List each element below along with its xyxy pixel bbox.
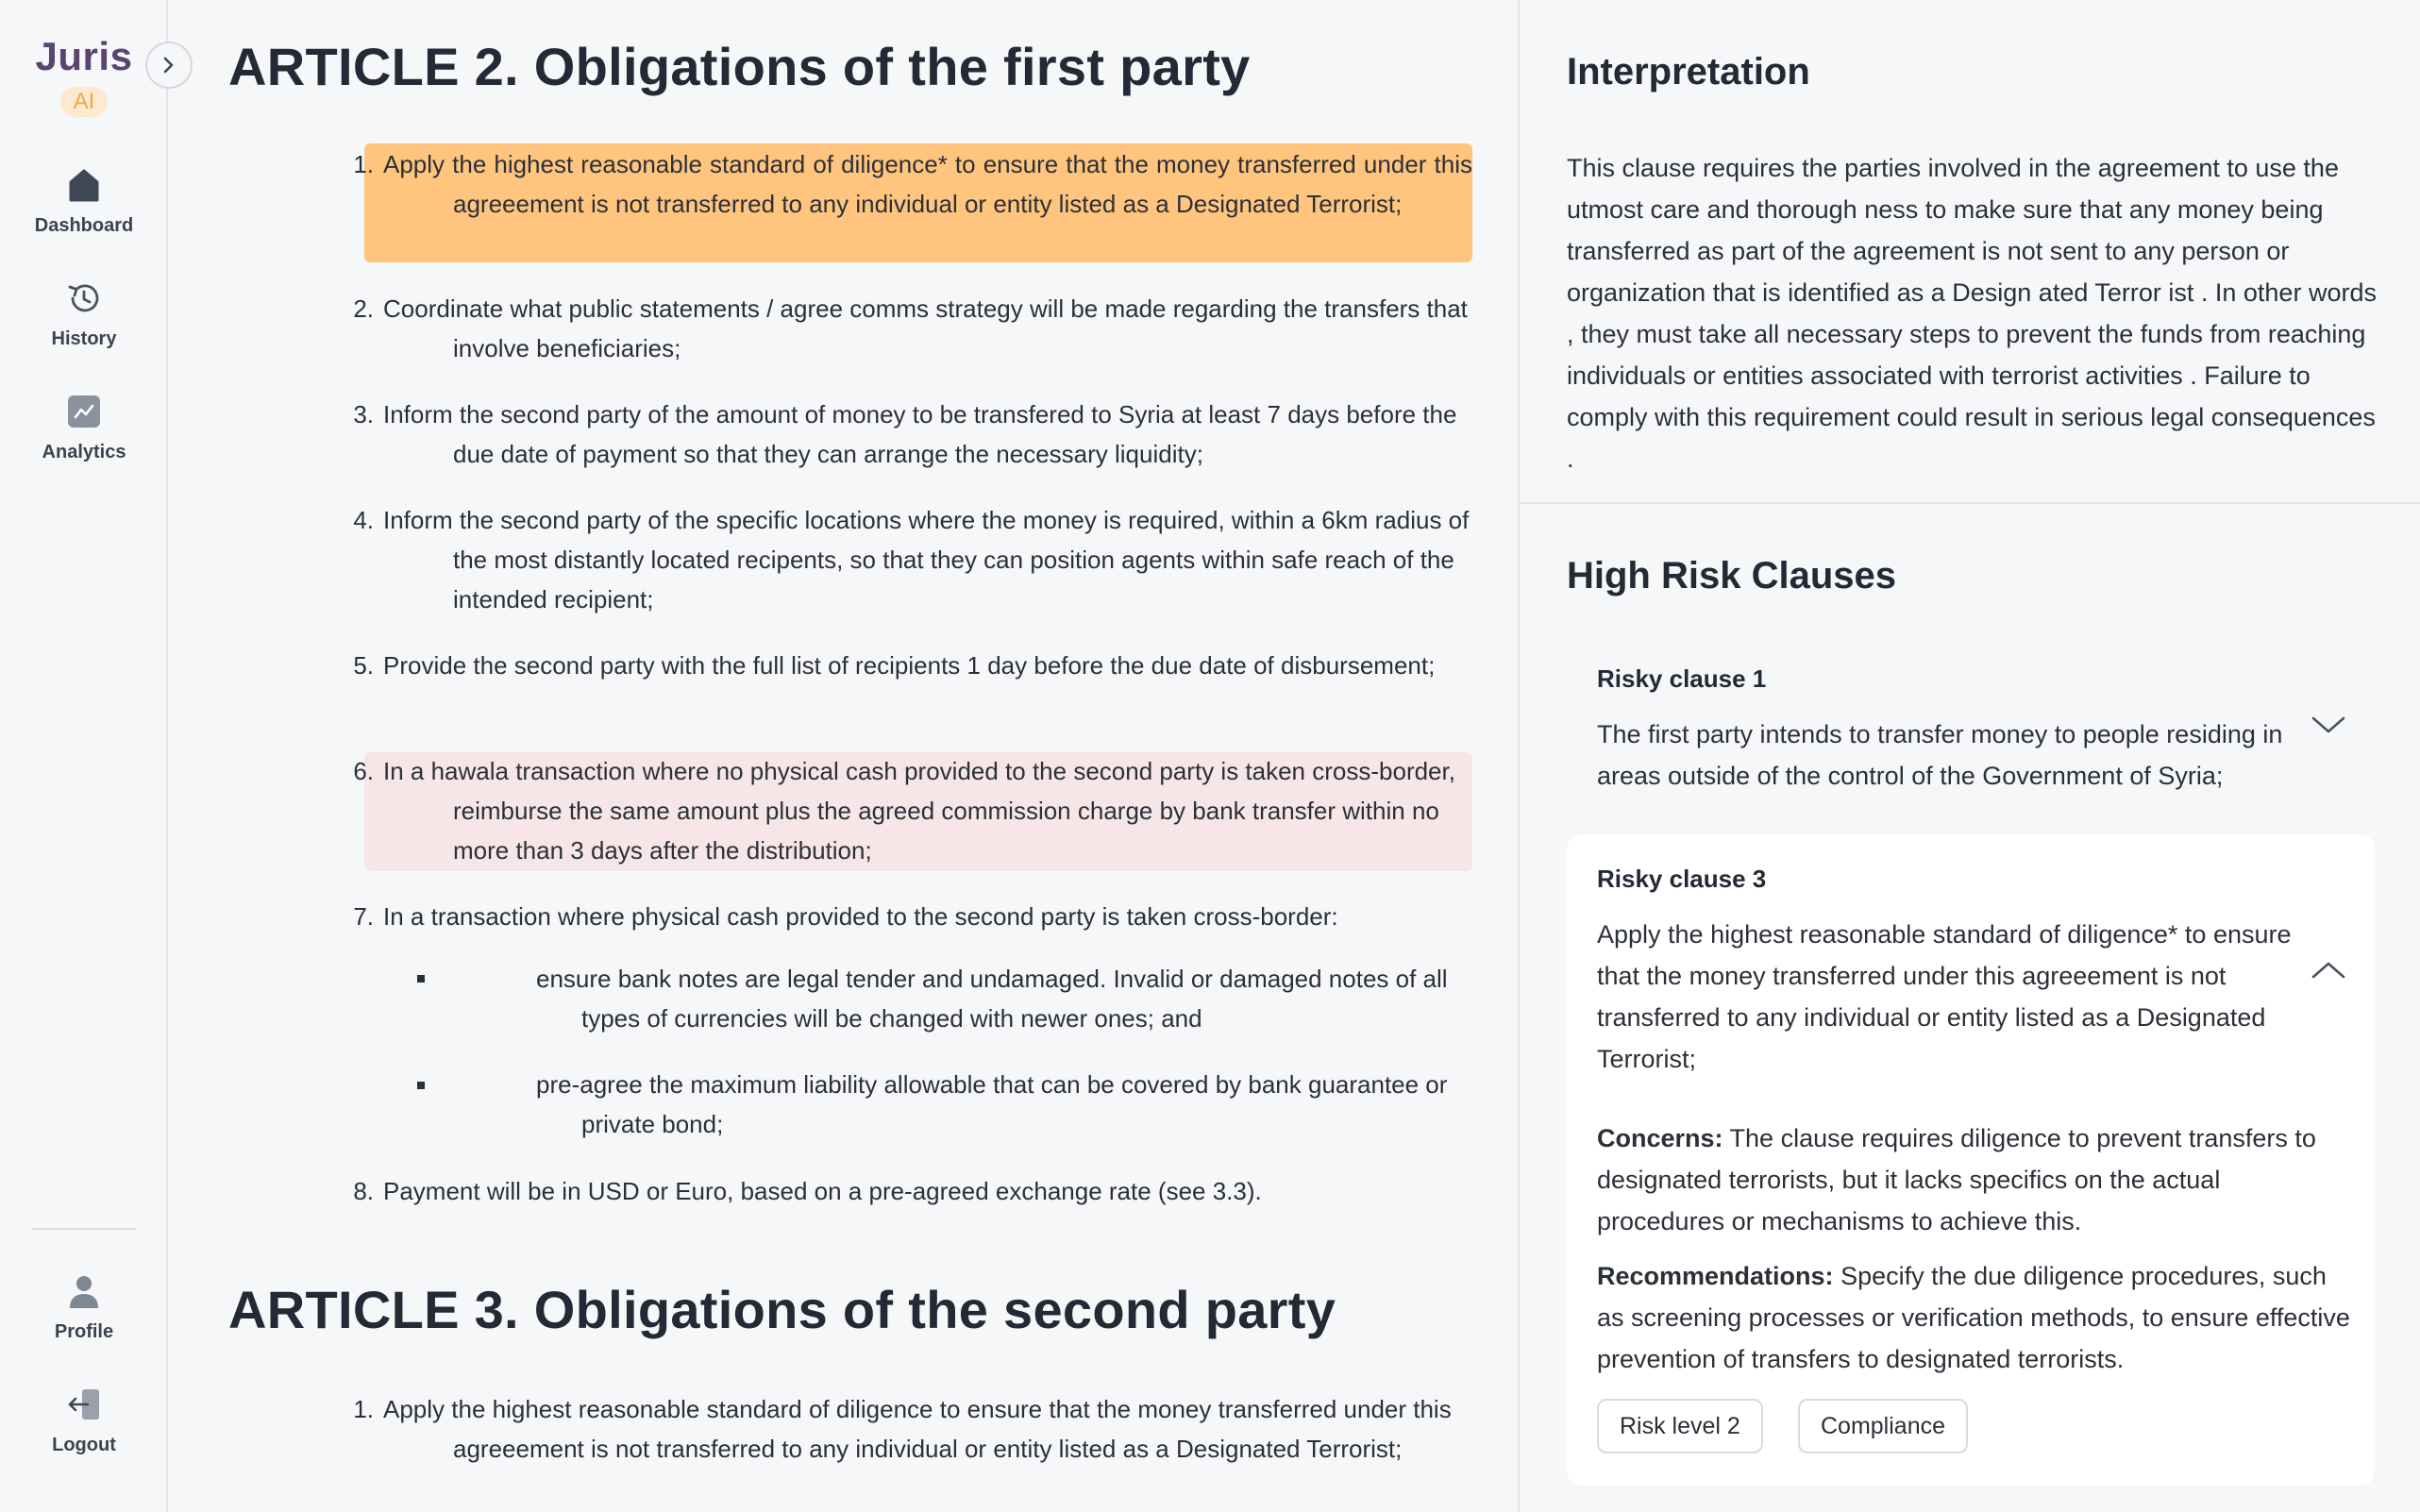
concerns-text [1597,1117,2352,1242]
sub-item-text: ensure bank notes are legal tender and undamaged. Invalid or damaged notes of all types of currencies will be changed with newer ones; and [536,965,1448,1033]
chevron-down-icon[interactable] [2311,714,2346,736]
sidebar-item-dashboard[interactable] [0,166,168,237]
sidebar-item-label: History [51,328,117,349]
clause-item[interactable] [353,1389,1472,1469]
clause-number: 8. [353,1177,374,1205]
sidebar-toggle-button[interactable] [145,42,193,89]
clause-text: In a hawala transaction where no physical cash provided to the second party is taken cross-border, reimburse the same amount plus the agreed commission charge by bank transfer within no more than 3 days after the distribution; [383,757,1455,865]
sidebar-item-profile[interactable] [0,1272,168,1343]
clause-item[interactable] [353,144,1472,224]
analytics-icon [65,393,103,430]
sidebar-item-history[interactable] [0,279,168,350]
home-icon [65,166,103,204]
article-title: ARTICLE 2. Obligations of the first party [228,37,1251,96]
analysis-panel [1518,0,2420,1512]
clause-item[interactable] [353,897,1472,936]
bullet-marker [417,975,425,983]
risky-clause-title: Risky clause 3 [1597,865,1767,893]
logout-icon [65,1386,103,1423]
sub-list-item[interactable] [536,1065,1480,1144]
clause-text: Inform the second party of the specific locations where the money is required, within a 6km radius of the most distantly located recipents, so that they can position agents within safe reach of the intended recipient; [383,506,1470,613]
clause-text: Payment will be in USD or Euro, based on a pre-agreed exchange rate (see 3.3). [383,1177,1262,1205]
clause-number: 4. [353,506,374,534]
clause-item[interactable] [353,395,1472,474]
risk-level-tag[interactable]: Risk level 2 [1597,1399,1763,1453]
brand-name: Juris [35,34,133,78]
recommendations-label: Recommendations: [1597,1262,1834,1290]
sub-list-item[interactable] [536,959,1480,1038]
brand-ai-badge: AI [60,87,109,117]
clause-text: Apply the highest reasonable standard of diligence* to ensure that the money transferred under this agreeement is not transferred to any individual or entity listed as a Designated Terrorist; [383,150,1472,218]
panel-divider [1520,502,2420,504]
clause-text: Provide the second party with the full list of recipients 1 day before the due date of disbursement; [383,651,1436,680]
clause-item[interactable] [353,500,1472,619]
risky-clause-card[interactable] [1567,651,2375,802]
clause-text: Inform the second party of the amount of money to be transfered to Syria at least 7 days before the due date of payment so that they can arrange the necessary liquidity; [383,400,1457,468]
sub-item-text: pre-agree the maximum liability allowable that can be covered by bank guarantee or private bond; [536,1070,1448,1138]
sidebar-item-logout[interactable] [0,1386,168,1456]
sidebar [0,0,168,1512]
history-icon [65,279,103,317]
article-title: ARTICLE 3. Obligations of the second party [228,1280,1336,1339]
sidebar-divider [32,1228,136,1230]
sidebar-item-label: Analytics [42,442,126,462]
chevron-right-icon [160,55,177,76]
risky-clause-title: Risky clause 1 [1597,664,1767,693]
clause-number: 1. [353,150,374,178]
clause-number: 2. [353,294,374,323]
risky-clause-text: The first party intends to transfer money to people residing in areas outside of the control of the Government of Syria; [1597,720,2283,790]
sidebar-item-label: Logout [52,1435,116,1455]
brand-logo[interactable] [0,34,168,117]
risky-clause-card-expanded[interactable] [1567,834,2375,1486]
bullet-marker [417,1082,425,1089]
clause-number: 7. [353,902,374,931]
clause-number: 5. [353,651,374,680]
high-risk-heading: High Risk Clauses [1567,555,1897,596]
recommendations-value: Specify the due diligence procedures, such as screening processes or verification methods, to ensure effective prevention of transfers to designated terrorists. [1597,1262,2350,1373]
clause-text: Apply the highest reasonable standard of diligence to ensure that the money transferred under this agreeement is not transferred to any individual or entity listed as a Designated Terrorist; [383,1395,1452,1463]
risky-clause-text: Apply the highest reasonable standard of diligence* to ensure that the money transferred under this agreeement is not transferred to any individual or entity listed as a Designated Terrorist; [1597,920,2292,1073]
clause-text: Coordinate what public statements / agree comms strategy will be made regarding the transfers that involve beneficiaries; [383,294,1468,362]
concerns-value: The clause requires diligence to prevent transfers to designated terrorists, but it lacks specifics on the actual procedures or mechanisms to achieve this. [1597,1124,2316,1235]
clause-item[interactable] [353,751,1472,870]
sidebar-item-analytics[interactable] [0,393,168,463]
clause-item[interactable] [353,646,1472,685]
user-icon [65,1272,103,1310]
chevron-up-icon[interactable] [2311,959,2346,982]
clause-number: 6. [353,757,374,785]
clause-number: 3. [353,400,374,428]
document-viewer [170,0,1518,1512]
sidebar-item-label: Profile [54,1321,114,1342]
interpretation-heading: Interpretation [1567,51,1810,92]
interpretation-text: This clause requires the parties involved in the agreement to use the utmost care and thorough ness to make sure that any money being transferred as part of the agreement is not sent to any person or organization that is identified as a Design ated Terror ist . In other words , they must take all necessary steps to prevent the funds from reaching individuals or entities associated with terrorist activities . Failure to comply with this requirement could result in serious legal consequences . [1567,154,2377,473]
clause-item[interactable] [353,1171,1472,1211]
compliance-tag[interactable]: Compliance [1798,1399,1968,1453]
recommendations-text [1597,1255,2352,1380]
concerns-label: Concerns: [1597,1124,1723,1152]
sidebar-item-label: Dashboard [34,215,134,236]
clause-number: 1. [353,1395,374,1423]
clause-text: In a transaction where physical cash provided to the second party is taken cross-border: [383,902,1338,931]
clause-item[interactable] [353,289,1472,368]
